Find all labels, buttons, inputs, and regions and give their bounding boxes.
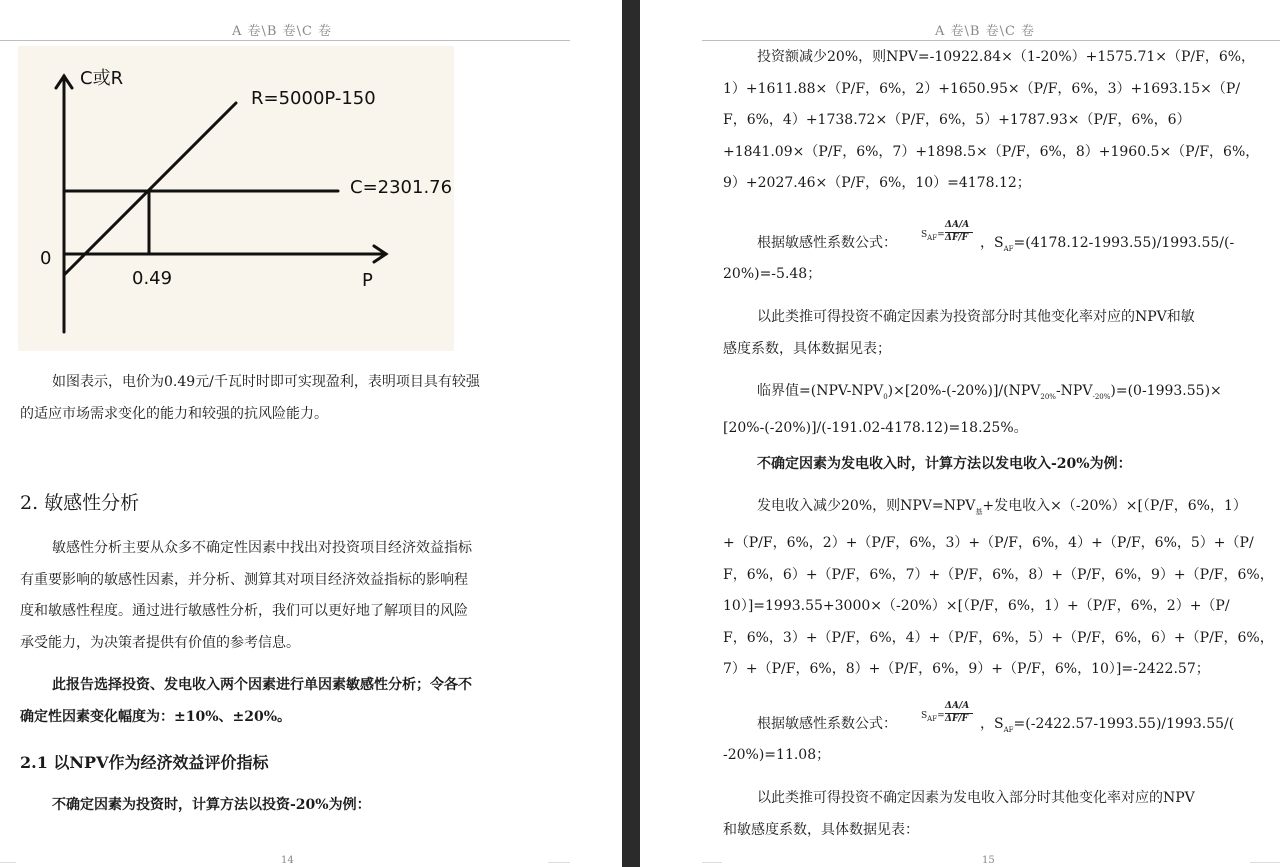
formula-lhs: $S_{AF}=$	[921, 230, 945, 242]
footer-rule	[702, 862, 722, 863]
crop-mark	[550, 40, 560, 41]
revenue-calculation-paragraph	[723, 491, 1274, 686]
invest-case-heading: 不确定因素为投资时，计算方法以投资-20%为例：	[52, 797, 371, 813]
text-line: 感度系数，具体数据见表；	[723, 340, 891, 357]
page-header: A 卷\B 卷\C 卷	[232, 24, 333, 39]
text-line: 如图表示，电价为0.49元/千瓦时时即可实现盈利，表明项目具有较强	[52, 374, 480, 390]
text-line: 度和敏感性程度。通过进行敏感性分析，我们可以更好地了解项目的风险	[20, 603, 468, 619]
text-line: 临界值$=(NPV-NPV_0)\times[20\%-(-20\%)]/(NPV_{20\%}-NPV_{-20\%})=(0-1993.55)\times$	[757, 383, 1222, 401]
text-line: 10）]=1993.55+3000×（-20%）×[（P/F，6%，1）+（P/F，6%，2）+（P/	[723, 598, 1230, 615]
text-line: 以此类推可得投资不确定因素为发电收入部分时其他变化率对应的NPV	[757, 790, 1195, 806]
sens-formula-label: 根据敏感性系数公式：	[757, 716, 897, 732]
text-line: [20%-(-20%)]/(-191.02-4178.12)=18.25%。	[723, 420, 1028, 437]
text-line: 7）+（P/F，6%，8）+（P/F，6%，9）+（P/F，6%，10）]=-2422.57；	[723, 661, 1210, 678]
text-line: 1）+1611.88×（P/F，6%，2）+1650.95×（P/F，6%，3）+1693.15×（P/	[723, 80, 1241, 97]
text-line: 有重要影响的敏感性因素，并分析、测算其对项目经济效益指标的影响程	[20, 571, 468, 588]
cost-line-label: C=2301.76	[350, 177, 453, 198]
text-line: 此报告选择投资、发电收入两个因素进行单因素敏感性分析；令各不	[52, 677, 472, 693]
revenue-others-paragraph	[723, 783, 1195, 846]
sens-revenue-result-line2: -20%)=11.08；	[723, 747, 831, 763]
text-line: F，6%，3）+（P/F，6%，4）+（P/F，6%，5）+（P/F，6%，6）+（P/F，6%，	[723, 629, 1274, 646]
section-title: 2. 敏感性分析	[20, 492, 140, 514]
crop-mark	[702, 40, 712, 41]
invest-others-paragraph	[723, 302, 1195, 365]
revenue-line-label: R=5000P-150	[251, 88, 376, 109]
formula-numerator: ΔA/A	[945, 220, 970, 230]
header-rule	[702, 40, 1280, 41]
formula-numerator: ΔA/A	[945, 701, 970, 711]
footer-rule	[548, 862, 570, 863]
page-number: 15	[982, 855, 995, 866]
conclusion-paragraph	[20, 367, 480, 430]
footer-rule	[0, 862, 16, 863]
text-line: 9）+2027.46×（P/F，6%，10）=4178.12；	[723, 175, 1031, 191]
page-gutter	[622, 0, 640, 867]
document-page-14	[0, 0, 622, 867]
critical-value-paragraph	[723, 376, 1222, 445]
text-line: 和敏感度系数，具体数据见表：	[723, 821, 919, 838]
text-line: 以此类推可得投资不确定因素为投资部分时其他变化率对应的NPV和敏	[757, 309, 1195, 325]
formula-denominator: ΔF/F	[945, 233, 969, 243]
subsection-title: 2.1 以NPV作为经济效益评价指标	[20, 753, 269, 772]
intro-paragraph	[20, 533, 472, 659]
formula-lhs: $S_{AF}=$	[921, 711, 945, 723]
header-rule	[0, 40, 570, 41]
invest-calculation-paragraph	[723, 42, 1259, 200]
text-line: +1841.09×（P/F，6%，7）+1898.5×（P/F，6%，8）+1960.5×（P/F，6%，	[723, 143, 1260, 160]
text-line: 发电收入减少20%，则$NPV=NPV_基+$发电收入×（-20%）×[（P/F，6%，1）	[757, 498, 1247, 516]
y-axis-label: C或R	[80, 68, 124, 89]
revenue-case-heading: 不确定因素为发电收入时，计算方法以发电收入-20%为例：	[757, 456, 1132, 472]
page-header: A 卷\B 卷\C 卷	[935, 24, 1036, 39]
text-line: F，6%，6）+（P/F，6%，7）+（P/F，6%，8）+（P/F，6%，9）+（P/F，6%，	[723, 566, 1274, 583]
x-axis-label: P	[362, 270, 373, 291]
page-number: 14	[281, 855, 294, 866]
document-page-15	[640, 0, 1280, 867]
text-line: 承受能力，为决策者提供有价值的参考信息。	[20, 634, 300, 651]
breakeven-chart	[18, 46, 454, 351]
text-line: 确定性因素变化幅度为：±10%、±20%。	[20, 708, 292, 725]
text-line: 敏感性分析主要从众多不确定性因素中找出对投资项目经济效益指标	[52, 540, 472, 556]
text-line: +（P/F，6%，2）+（P/F，6%，3）+（P/F，6%，4）+（P/F，6%，5）+（P/	[723, 535, 1254, 552]
text-line: 投资额减少20%，则NPV=-10922.84×（1-20%）+1575.71×（P/F，6%，	[757, 49, 1256, 65]
sens-revenue-result: ，$S_{AF}=(-2422.57-1993.55)/1993.55/$(	[980, 716, 1235, 734]
origin-label: 0	[40, 248, 52, 269]
formula-denominator: ΔF/F	[945, 714, 969, 724]
sens-formula-label: 根据敏感性系数公式：	[757, 235, 897, 251]
text-line: F，6%，4）+1738.72×（P/F，6%，5）+1787.93×（P/F，6%，6）	[723, 112, 1191, 128]
sens-invest-result: ，$S_{AF}=(4178.12-1993.55)/1993.55/(-$	[980, 235, 1235, 253]
footer-rule	[1250, 862, 1280, 863]
text-line: 的适应市场需求变化的能力和较强的抗风险能力。	[20, 405, 328, 422]
sens-invest-result-line2: 20%)=-5.48；	[723, 266, 822, 282]
selection-paragraph	[20, 670, 472, 733]
breakeven-chart-svg	[18, 46, 454, 351]
breakeven-tick-label: 0.49	[132, 268, 173, 289]
